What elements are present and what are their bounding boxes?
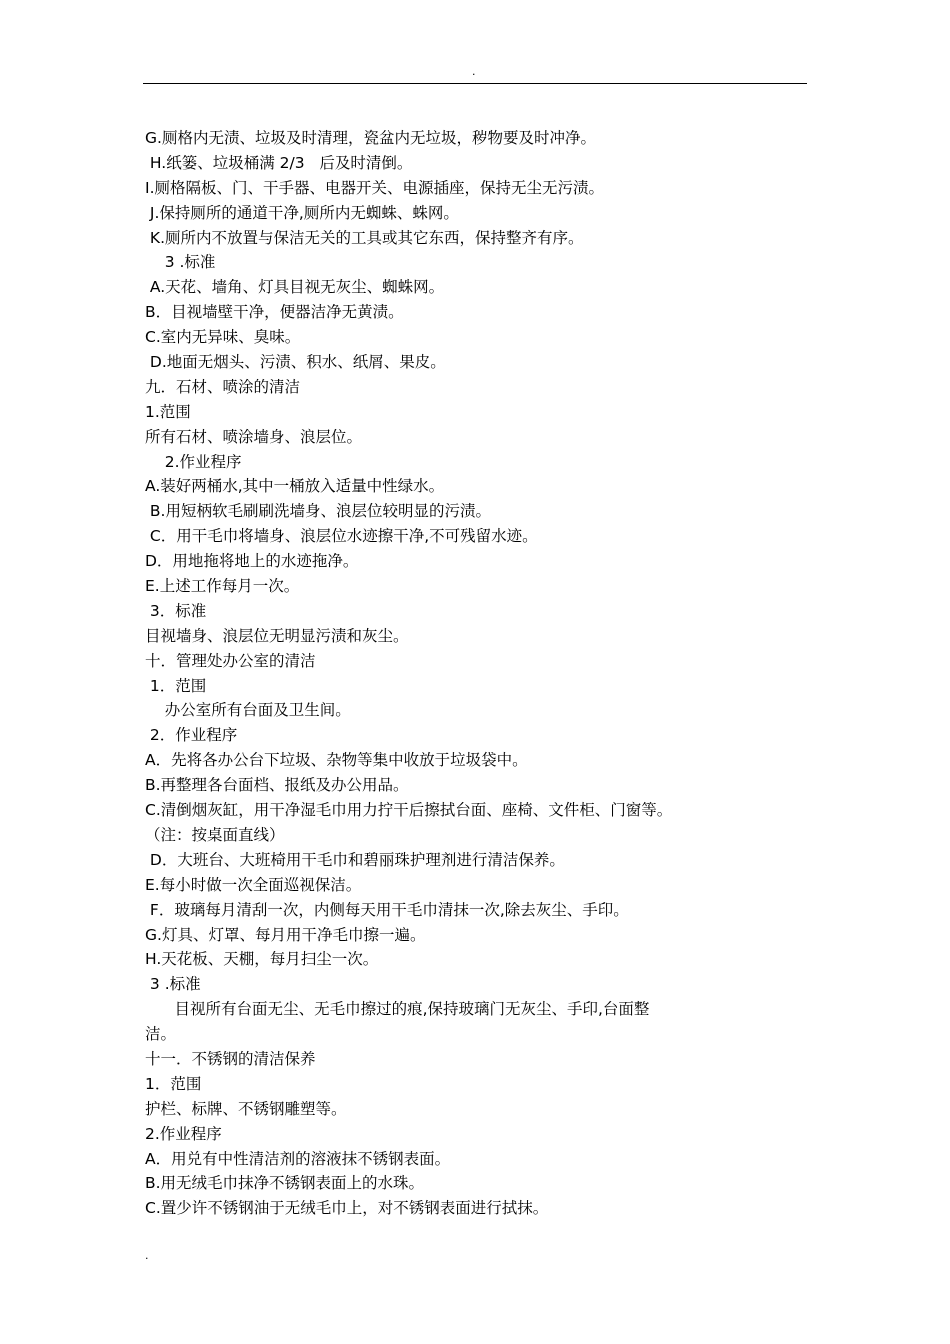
chapter-heading: 九．石材、喷涂的清洁 — [145, 377, 301, 396]
chapter-heading: 十一．不锈钢的清洁保养 — [145, 1049, 316, 1068]
text-line: D．大班台、大班椅用干毛巾和碧丽珠护理剂进行清洁保养。 — [145, 850, 565, 869]
section-heading: 3 .标准 — [145, 975, 201, 994]
text-line: C.置少许不锈钢油于无绒毛巾上，对不锈钢表面进行拭抹。 — [145, 1199, 549, 1218]
text-line: I.厕格隔板、门、干手器、电器开关、电源插座，保持无尘无污渍。 — [145, 178, 605, 197]
footer-mark: . — [145, 1249, 149, 1262]
section-heading: 2.作业程序 — [145, 1124, 222, 1143]
document-body — [145, 126, 745, 1221]
text-line: G.厕格内无渍、垃圾及时清理，瓷盆内无垃圾，秽物要及时冲净。 — [145, 129, 596, 147]
section-heading: 3．标准 — [145, 601, 207, 620]
header-mark: . — [472, 65, 476, 78]
text-line: J.保持厕所的通道干净,厕所内无蜘蛛、蛛网。 — [145, 203, 459, 222]
text-line: C.室内无异味、臭味。 — [145, 328, 301, 347]
text-line: 护栏、标牌、不锈钢雕塑等。 — [145, 1099, 347, 1118]
text-line: A．用兑有中性清洁剂的溶液抹不锈钢表面。 — [145, 1149, 451, 1168]
text-line: B.用无绒毛巾抹净不锈钢表面上的水珠。 — [145, 1174, 425, 1193]
text-line: D．用地拖将地上的水迹拖净。 — [145, 552, 359, 571]
text-line: C.清倒烟灰缸，用干净湿毛巾用力拧干后擦拭台面、座椅、文件柜、门窗等。 — [145, 801, 673, 820]
section-heading: 1．范围 — [145, 676, 207, 695]
text-line: C．用干毛巾将墙身、浪层位水迹擦干净,不可残留水迹。 — [145, 527, 538, 546]
section-heading: 1.范围 — [145, 402, 191, 421]
text-line: F．玻璃每月清刮一次，内侧每天用干毛巾清抹一次,除去灰尘、手印。 — [145, 900, 629, 919]
text-line: G.灯具、灯罩、每月用干净毛巾擦一遍。 — [145, 925, 426, 944]
text-line: E.每小时做一次全面巡视保洁。 — [145, 875, 362, 894]
section-heading: 2．作业程序 — [145, 726, 238, 745]
text-line: B.用短柄软毛刷刷洗墙身、浪层位较明显的污渍。 — [145, 502, 491, 521]
chapter-heading: 十．管理处办公室的清洁 — [145, 651, 316, 670]
text-line: 目视所有台面无尘、无毛巾擦过的痕,保持玻璃门无灰尘、手印,台面整 — [145, 1000, 650, 1019]
section-heading: 3 .标准 — [145, 253, 216, 272]
text-line: （注：按桌面直线） — [145, 825, 285, 844]
text-line: 洁。 — [145, 1025, 177, 1044]
header-rule — [143, 83, 807, 84]
text-line: H.天花板、天棚，每月扫尘一次。 — [145, 950, 379, 969]
text-line: A.天花、墙角、灯具目视无灰尘、蜘蛛网。 — [145, 278, 445, 297]
section-heading: 2.作业程序 — [145, 452, 242, 471]
section-heading: 1．范围 — [145, 1074, 202, 1093]
text-line: E.上述工作每月一次。 — [145, 577, 300, 596]
text-line: 目视墙身、浪层位无明显污渍和灰尘。 — [145, 626, 409, 645]
text-line: A.装好两桶水,其中一桶放入适量中性绿水。 — [145, 477, 445, 496]
text-line: 办公室所有台面及卫生间。 — [145, 701, 351, 720]
text-line: 所有石材、喷涂墙身、浪层位。 — [145, 427, 363, 446]
text-line: B.再整理各台面档、报纸及办公用品。 — [145, 776, 409, 795]
text-line: A．先将各办公台下垃圾、杂物等集中收放于垃圾袋中。 — [145, 751, 528, 770]
text-line: D.地面无烟头、污渍、积水、纸屑、果皮。 — [145, 353, 446, 372]
text-line: B．目视墙壁干净，便器洁净无黄渍。 — [145, 303, 404, 322]
text-line: H.纸篓、垃圾桶满 2/3 后及时清倒。 — [145, 153, 413, 172]
text-line: K.厕所内不放置与保洁无关的工具或其它东西，保持整齐有序。 — [145, 228, 584, 247]
